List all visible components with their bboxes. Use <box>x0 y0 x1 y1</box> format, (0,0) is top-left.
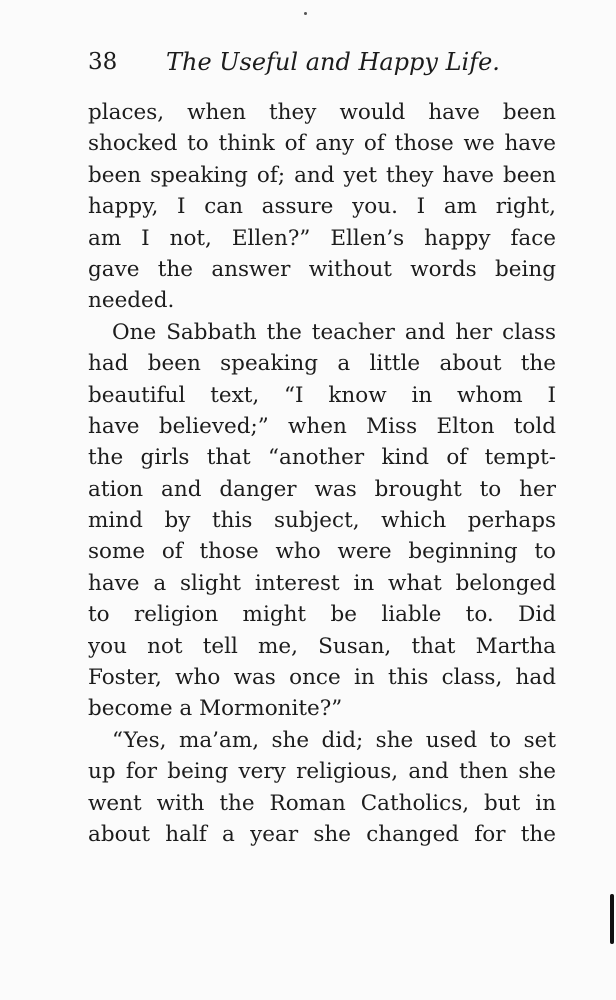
text-line: shocked to think of any of those we have <box>88 131 556 157</box>
text-line: needed. <box>88 288 175 314</box>
text-line: beautiful text, “I know in whom I <box>88 382 556 408</box>
text-line: some of those who were beginning to <box>88 539 556 565</box>
text-line: the girls that “another kind of tempt- <box>88 445 556 471</box>
text-line: gave the answer without words being <box>88 256 556 282</box>
text-line: am I not, Ellen?” Ellen’s happy face <box>88 225 556 251</box>
body-text <box>88 97 556 850</box>
text-line: happy, I can assure you. I am right, <box>88 194 556 220</box>
text-line: you not tell me, Susan, that Martha <box>88 633 556 659</box>
text-line: up for being very religious, and then she <box>88 759 556 785</box>
text-line: One Sabbath the teacher and her class <box>112 319 556 345</box>
text-line: places, when they would have been <box>88 100 556 125</box>
paragraph <box>88 725 556 851</box>
text-line: to religion might be liable to. Did <box>88 602 556 628</box>
text-line: mind by this subject, which perhaps <box>88 508 556 534</box>
page-edge-mark <box>610 894 614 944</box>
paragraph <box>88 317 556 725</box>
print-speck <box>304 12 307 15</box>
page-header <box>88 44 558 80</box>
page-number: 38 <box>88 49 118 75</box>
text-line: about half a year she changed for the <box>88 821 556 847</box>
text-line: have believed;” when Miss Elton told <box>88 413 556 439</box>
text-line: had been speaking a little about the <box>88 351 556 377</box>
running-title: The Useful and Happy Life. <box>166 48 500 76</box>
text-line: have a slight interest in what belonged <box>88 570 556 596</box>
text-line: become a Mormonite?” <box>88 696 343 722</box>
text-line: Foster, who was once in this class, had <box>88 665 556 691</box>
text-line: “Yes, ma’am, she did; she used to set <box>112 727 556 753</box>
text-line: went with the Roman Catholics, but in <box>88 790 556 816</box>
text-line: been speaking of; and yet they have been <box>88 162 556 188</box>
paragraph <box>88 97 556 317</box>
text-line: ation and danger was brought to her <box>88 476 556 502</box>
